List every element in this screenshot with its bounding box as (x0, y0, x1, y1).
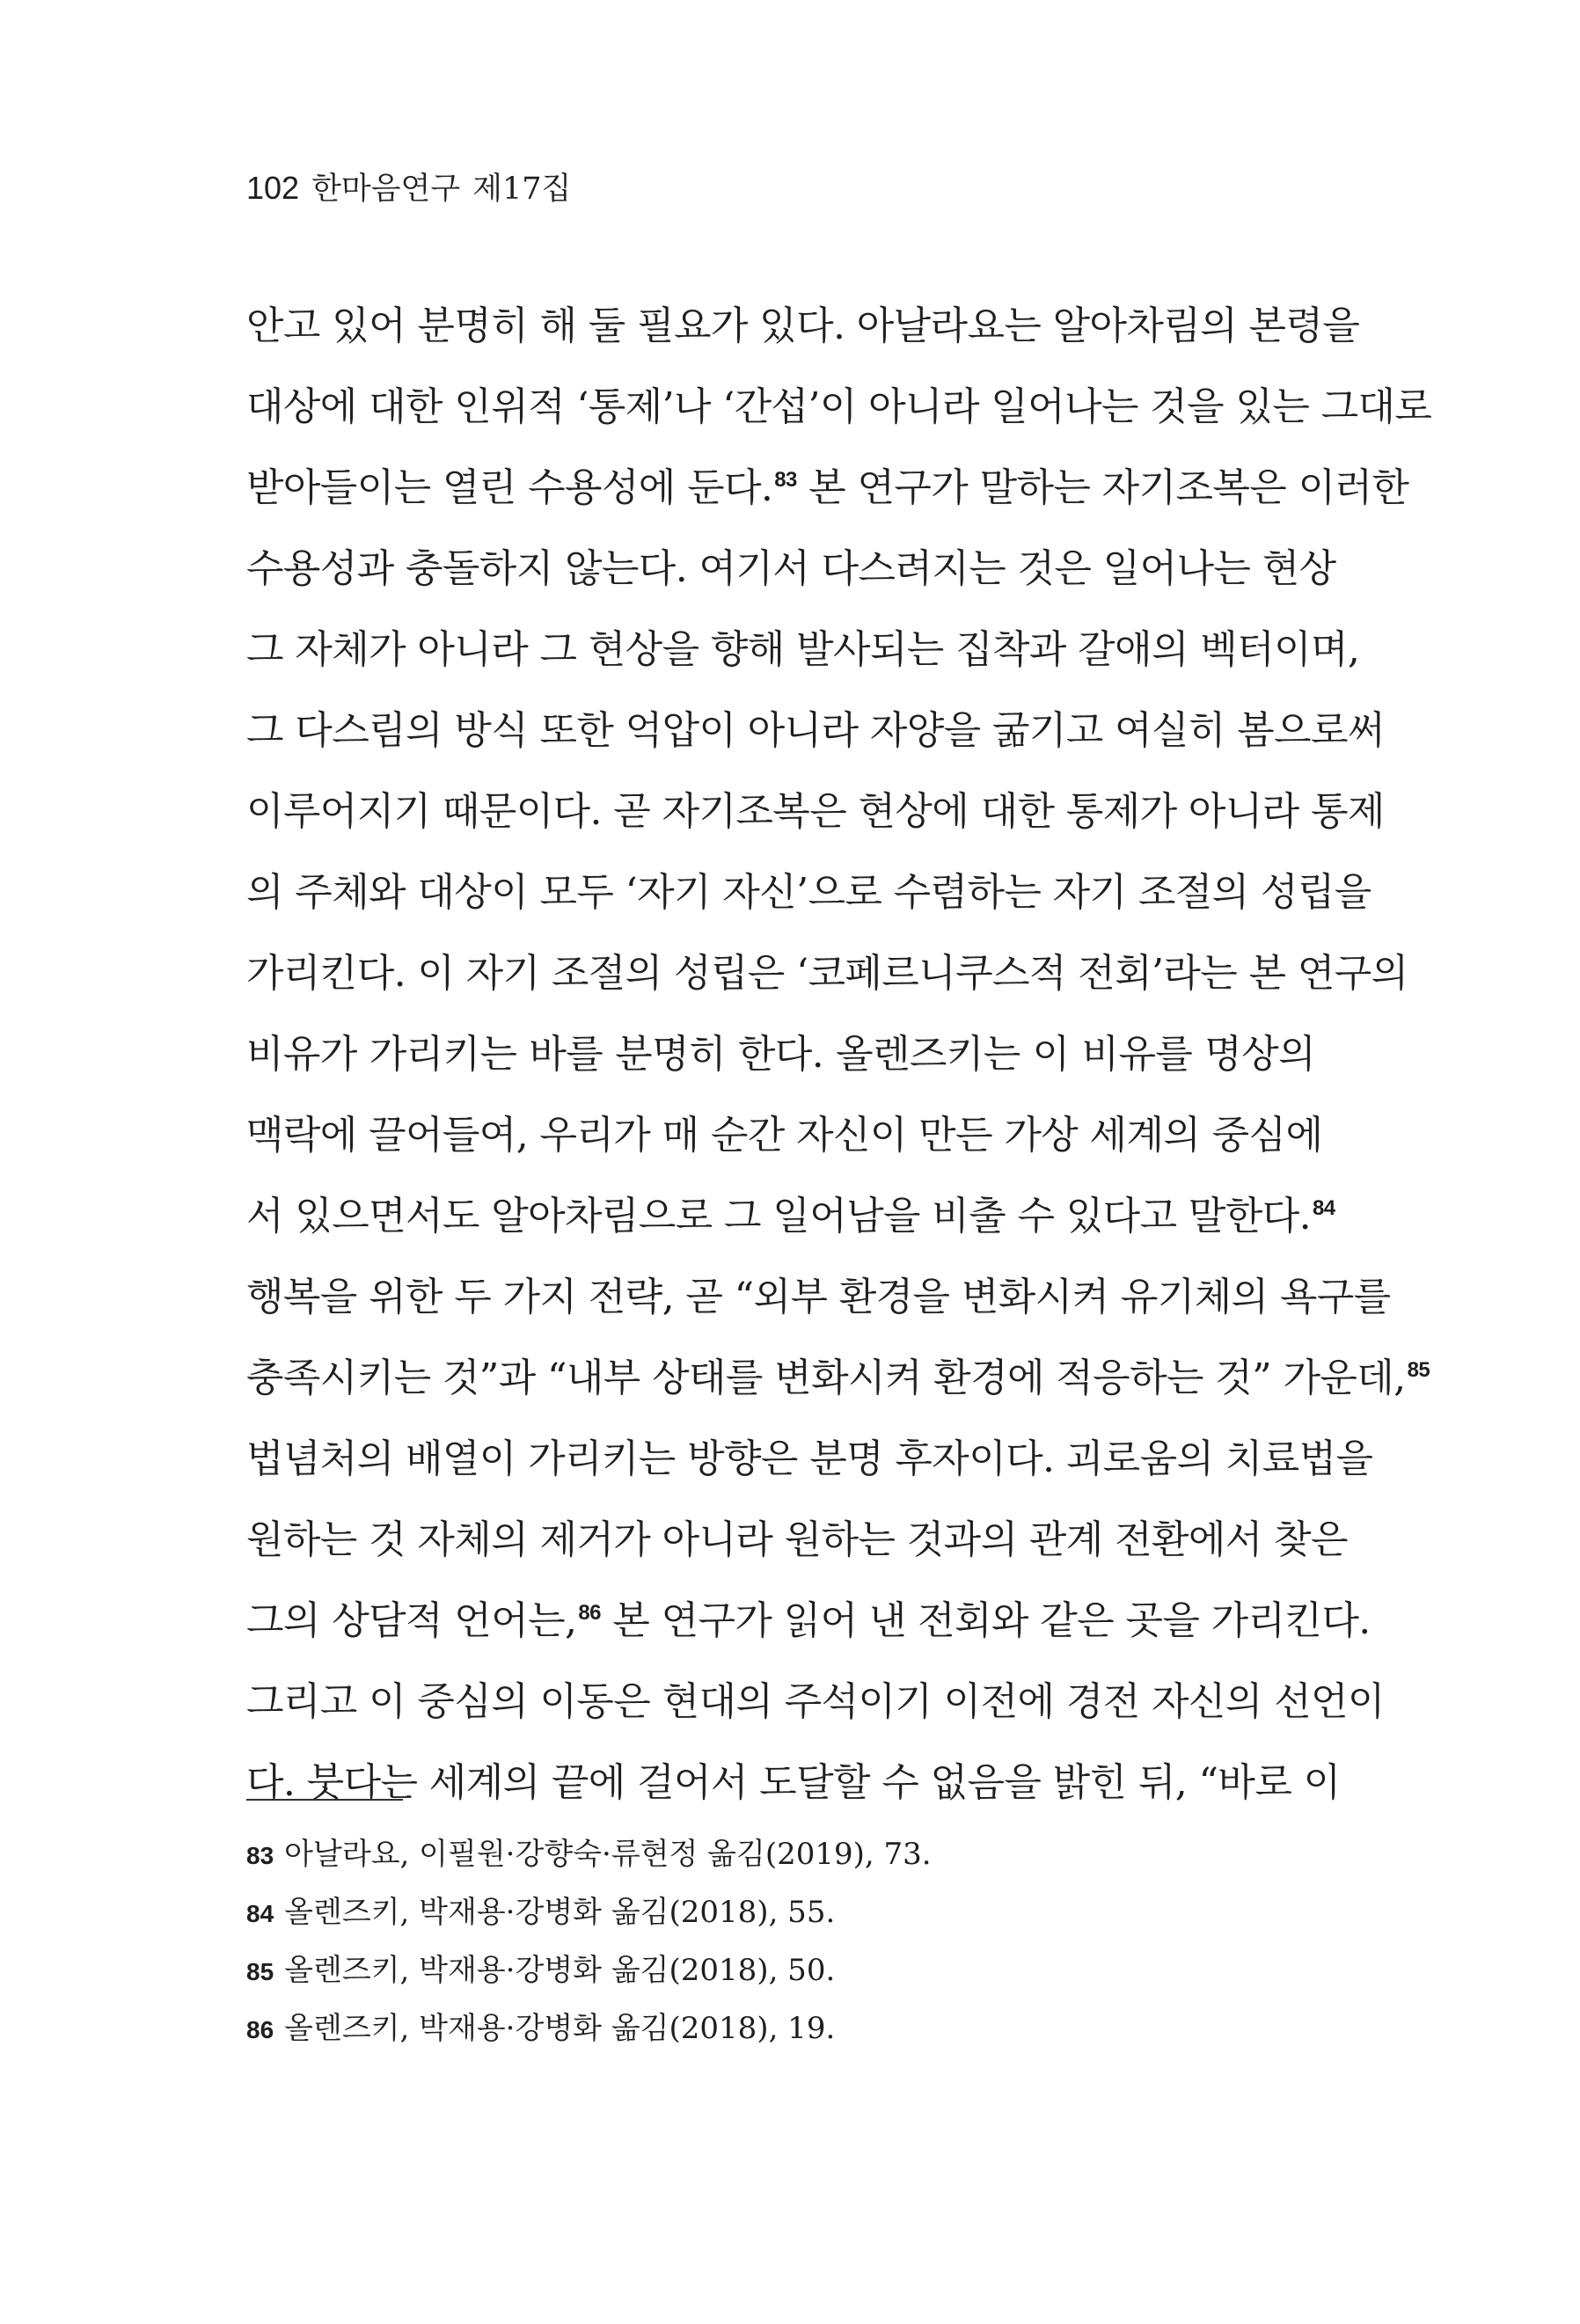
text-line: 받아들이는 열린 수용성에 둔다.$^{83}$ 본 연구가 말하는 자기조복은 이러한 (246, 465, 1409, 510)
text-line: 수용성과 충돌하지 않는다. 여기서 다스려지는 것은 일어나는 현상 (246, 546, 1336, 591)
footnote-text: 올렌즈키, 박재용·강병화 옮김(2018), 55. (284, 1895, 836, 1930)
text-line: 원하는 것 자체의 제거가 아니라 원하는 것과의 관계 전환에서 찾은 (246, 1517, 1348, 1562)
text-line: 충족시키는 것”과 “내부 상태를 변화시켜 환경에 적응하는 것” 가운데,$^{85}$ (246, 1356, 1430, 1400)
footnote-85 (246, 1941, 1315, 1999)
text-line: 법념처의 배열이 가리키는 방향은 분명 후자이다. 괴로움의 치료법을 (246, 1436, 1373, 1481)
footnote-ref-85[interactable]: 85 (1407, 1358, 1430, 1382)
body-text (246, 286, 1432, 1823)
footnote-ref-86[interactable]: 86 (578, 1601, 601, 1625)
text-line: 그리고 이 중심의 이동은 현대의 주석이기 이전에 경전 자신의 선언이 (246, 1679, 1385, 1724)
footnote-text: 아날라요, 이필원·강향숙·류현정 옮김(2019), 73. (284, 1837, 932, 1872)
text-line: 그 자체가 아니라 그 현상을 향해 발사되는 집착과 갈애의 벡터이며, (246, 627, 1360, 672)
footnote-83 (246, 1825, 1315, 1883)
text-line: 의 주체와 대상이 모두 ‘자기 자신’으로 수렴하는 자기 조절의 성립을 (246, 870, 1372, 915)
footnote-84 (246, 1883, 1315, 1941)
footnote-number: 86 (246, 2016, 274, 2043)
footnote-number: 85 (246, 1958, 274, 1985)
text-line: 안고 있어 분명히 해 둘 필요가 있다. 아날라요는 알아차림의 본령을 (246, 303, 1360, 348)
text-line: 비유가 가리키는 바를 분명히 한다. 올렌즈키는 이 비유를 명상의 (246, 1032, 1315, 1077)
text-line: 서 있으면서도 알아차림으로 그 일어남을 비출 수 있다고 말한다.$^{84}$ (246, 1194, 1335, 1239)
journal-title: 한마음연구 (311, 172, 461, 207)
journal-issue: 제17집 (472, 172, 572, 207)
running-header (246, 169, 571, 208)
footnote-number: 84 (246, 1900, 274, 1927)
footnote-divider (246, 1799, 403, 1801)
footnote-86 (246, 1999, 1315, 2057)
text-line: 그의 상담적 언어는,$^{86}$ 본 연구가 읽어 낸 전회와 같은 곳을 가리킨다. (246, 1598, 1371, 1643)
footnotes (246, 1825, 1315, 2057)
text-line: 대상에 대한 인위적 ‘통제’나 ‘간섭’이 아니라 일어나는 것을 있는 그대로 (246, 384, 1432, 429)
text-line: 행복을 위한 두 가지 전략, 곧 “외부 환경을 변화시켜 유기체의 욕구를 (246, 1275, 1391, 1319)
text-line: 이루어지기 때문이다. 곧 자기조복은 현상에 대한 통제가 아니라 통제 (246, 789, 1385, 834)
footnote-ref-84[interactable]: 84 (1312, 1196, 1335, 1220)
footnote-text: 올렌즈키, 박재용·강병화 옮김(2018), 19. (284, 2011, 836, 2046)
text-line: 다. 붓다는 세계의 끝에 걸어서 도달할 수 없음을 밝힌 뒤, “바로 이 (246, 1760, 1341, 1805)
footnote-number: 83 (246, 1842, 274, 1869)
footnote-text: 올렌즈키, 박재용·강병화 옮김(2018), 50. (284, 1953, 836, 1988)
text-line: 그 다스림의 방식 또한 억압이 아니라 자양을 굶기고 여실히 봄으로써 (246, 708, 1385, 753)
page-number: 102 (246, 170, 300, 206)
footnote-ref-83[interactable]: 83 (774, 468, 797, 492)
text-line: 가리킨다. 이 자기 조절의 성립은 ‘코페르니쿠스적 전회’라는 본 연구의 (246, 951, 1408, 996)
text-line: 맥락에 끌어들여, 우리가 매 순간 자신이 만든 가상 세계의 중심에 (246, 1113, 1323, 1158)
